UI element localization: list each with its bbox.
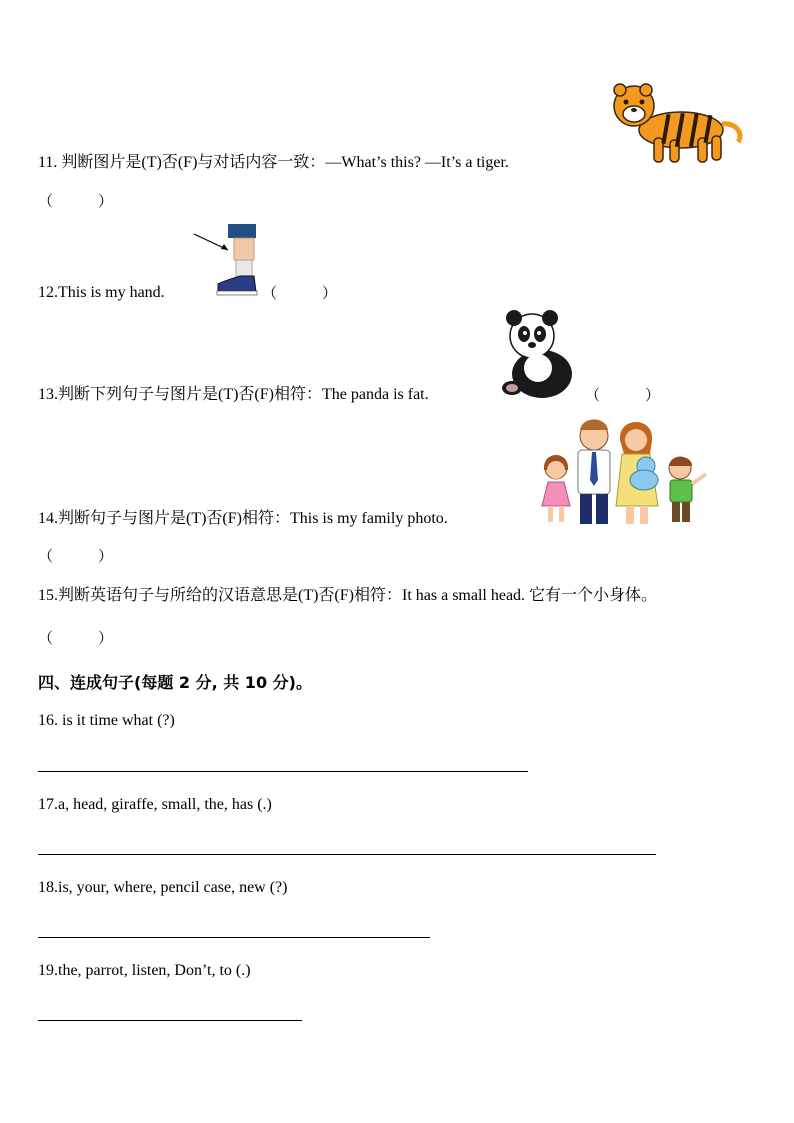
panda-icon [500,308,580,400]
question-17-answer-line[interactable] [38,854,656,855]
question-15-text: 15.判断英语句子与所给的汉语意思是(T)否(F)相符：It has a small head. 它有一个小身体。 [38,587,658,604]
question-16-text: 16. is it time what (?) [38,712,175,729]
leg-foot-icon [192,222,262,300]
section-4-heading: 四、连成句子(每题 2 分, 共 10 分)。 [38,673,312,692]
question-12-answer-parens[interactable]: （ ） [262,286,338,302]
tiger-icon [606,82,746,166]
question-18-text: 18.is, your, where, pencil case, new (?) [38,879,288,896]
question-17-text: 17.a, head, giraffe, small, the, has (.) [38,796,272,813]
family-icon [534,410,714,526]
question-19-answer-line[interactable] [38,1020,302,1021]
question-11-answer-parens[interactable]: （ ） [38,194,114,210]
question-11-text: 11. 判断图片是(T)否(F)与对话内容一致：—What’s this? —It’s a tiger. [38,154,509,171]
question-13-answer-parens[interactable]: （ ） [585,388,661,404]
question-14-answer-parens[interactable]: （ ） [38,549,114,565]
question-15-answer-parens[interactable]: （ ） [38,631,114,647]
question-12-text: 12.This is my hand. [38,284,165,301]
question-16-answer-line[interactable] [38,771,528,772]
question-14-text: 14.判断句子与图片是(T)否(F)相符：This is my family photo. [38,510,448,527]
question-18-answer-line[interactable] [38,937,430,938]
question-13-text: 13.判断下列句子与图片是(T)否(F)相符：The panda is fat. [38,386,429,403]
question-19-text: 19.the, parrot, listen, Don’t, to (.) [38,962,251,979]
